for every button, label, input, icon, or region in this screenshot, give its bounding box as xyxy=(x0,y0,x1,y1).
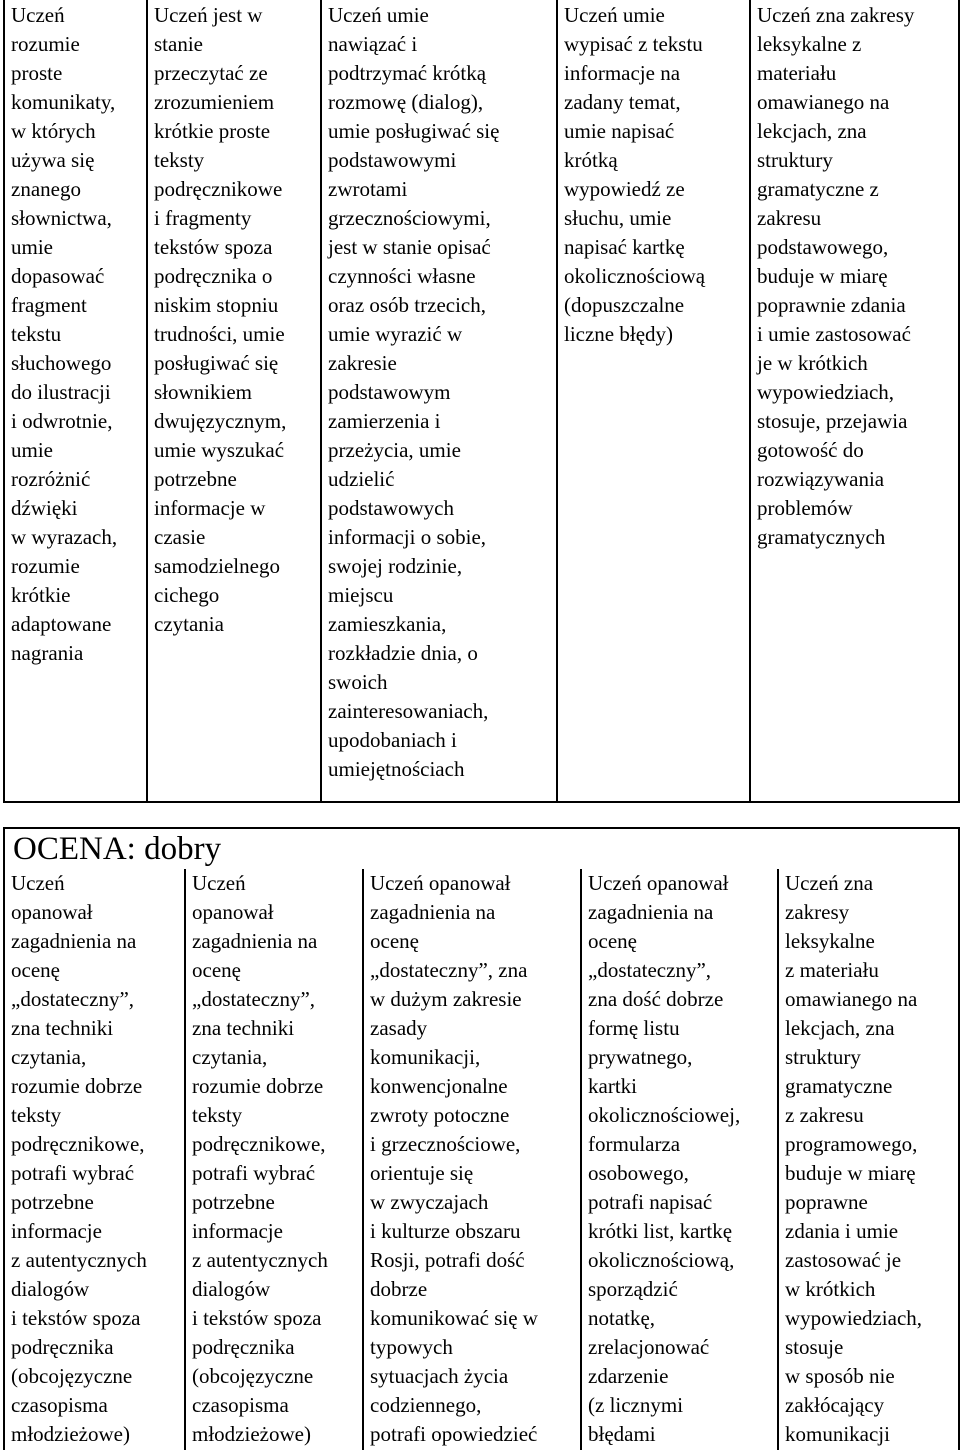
table-cell-writing: Uczeń umie wypisać z tekstu informacje na zadany temat, umie napisać krótką wypowiedź ze słuchu, umie napisać kartkę okolicznościową (dopuszczalne liczne błędy) xyxy=(557,0,750,802)
criteria-table-upper xyxy=(3,0,960,803)
table-cell-grammar: Uczeń zna zakresy leksykalne z materiału omawianego na lekcjach, zna struktury gramatyczne z zakresu podstawowego, buduje w miarę poprawnie zdania i umie zastosować je w krótkich wypowiedziach, stosuje, przejawia gotowość do rozwiązywania problemów gramatycznych xyxy=(750,0,959,802)
table-cell-speaking-good: Uczeń opanował zagadnienia na ocenę „dostateczny”, zna w dużym zakresie zasady komunikacji, konwencjonalne zwroty potoczne i grzecznościowe, orientuje się w zwyczajach i kulturze obszaru Rosji, potrafi dość dobrze komunikować się w typowych sytuacjach życia codziennego, potrafi opowiedzieć xyxy=(363,869,581,1450)
table-cell-reading-good: Uczeń opanował zagadnienia na ocenę „dostateczny”, zna techniki czytania, rozumie dobrze teksty podręcznikowe, potrafi wybrać potrzebne informacje z autentycznych dialogów i tekstów spoza podręcznika (obcojęzyczne czasopisma młodzieżowe) xyxy=(4,869,185,1450)
table-cell-reading: Uczeń jest w stanie przeczytać ze zrozumieniem krótkie proste teksty podręcznikowe i fragmenty tekstów spoza podręcznika o niskim stopniu trudności, umie posługiwać się słownikiem dwujęzycznym, umie wyszukać potrzebne informacje w czasie samodzielnego cichego czytania xyxy=(147,0,321,802)
grade-heading: OCENA: dobry xyxy=(4,828,959,869)
table-cell-speaking: Uczeń umie nawiązać i podtrzymać krótką rozmowę (dialog), umie posługiwać się podstawowymi zwrotami grzecznościowymi, jest w stanie opisać czynności własne oraz osób trzecich, umie wyrazić w zakresie podstawowym zamierzenia i przeżycia, umie udzielić podstawowych informacji o sobie, swojej rodzinie, miejscu zamieszkania, rozkładzie dnia, o swoich zainteresowaniach, upodobaniach i umiejętnościach xyxy=(321,0,557,802)
table-row xyxy=(4,0,959,802)
criteria-table-lower xyxy=(3,827,960,1450)
table-cell-listening: Uczeń rozumie proste komunikaty, w których używa się znanego słownictwa, umie dopasować fragment tekstu słuchowego do ilustracji i odwrotnie, umie rozróżnić dźwięki w wyrazach, rozumie krótkie adaptowane nagrania xyxy=(4,0,147,802)
table-cell-grammar-good: Uczeń zna zakresy leksykalne z materiału omawianego na lekcjach, zna struktury gramatyczne z zakresu programowego, buduje w miarę poprawne zdania i umie zastosować je w krótkich wypowiedziach, stosuje w sposób nie zakłócający komunikacji xyxy=(778,869,959,1450)
table-row xyxy=(4,869,959,1450)
table-cell-writing-good: Uczeń opanował zagadnienia na ocenę „dostateczny”, zna dość dobrze formę listu prywatnego, kartki okolicznościowej, formularza osobowego, potrafi napisać krótki list, kartkę okolicznościową, sporządzić notatkę, zrelacjonować zdarzenie (z licznymi błędami xyxy=(581,869,778,1450)
table-cell-reading-good-2: Uczeń opanował zagadnienia na ocenę „dostateczny”, zna techniki czytania, rozumie dobrze teksty podręcznikowe, potrafi wybrać potrzebne informacje z autentycznych dialogów i tekstów spoza podręcznika (obcojęzyczne czasopisma młodzieżowe) xyxy=(185,869,363,1450)
table-row xyxy=(4,828,959,869)
